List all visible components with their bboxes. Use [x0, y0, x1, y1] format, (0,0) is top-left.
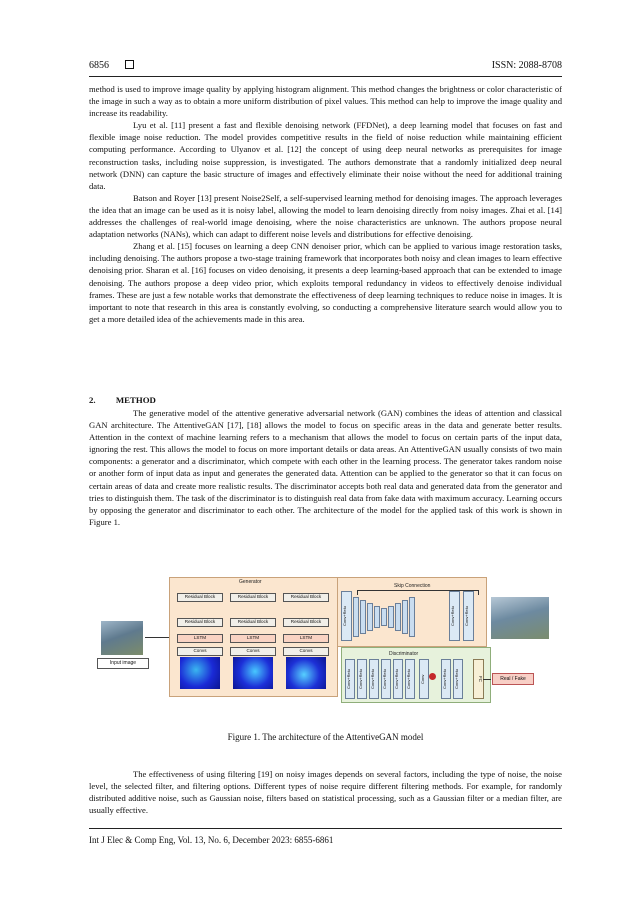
section-title: METHOD [115, 395, 156, 405]
residual-block: Residual Block [177, 593, 223, 602]
arrow [145, 637, 170, 638]
paragraph: Lyu et al. [11] present a fast and flexible denoising network (FFDNet), a deep learning model that focuses on fast and flexible image noise reduction. The model provides competitive results in the field of noise reduction while maintaining efficient computing performance. According to Ulyanov et al. [12] the concept of using deep neural networks as prerequisites for image reconstruction tasks, including noise suppression, is investigated. The authors demonstrate that a randomly initialized deep neural network (DNN) can capture the basic structure of images and effectively eliminate their noise without the need for additional training data. [89, 120, 562, 191]
residual-block: Residual Block [230, 593, 276, 602]
convs-block: Convs [177, 647, 223, 656]
discriminator-label: Discriminator [389, 651, 419, 657]
paragraph: method is used to improve image quality by applying histogram alignment. This method changes the brightness or color characteristic of the image in such a way as to obtain a more uniform distribution of pixel values. This method can help to improve the image quality and increase its readability. [89, 84, 562, 119]
footer-citation: Int J Elec & Comp Eng, Vol. 13, No. 6, December 2023: 6855-6861 [89, 835, 334, 845]
square-icon [125, 60, 134, 69]
residual-block: Residual Block [283, 593, 329, 602]
disc-conv-relu: Conv+Relu [357, 659, 367, 699]
encoder-layer [360, 600, 366, 634]
input-label: Input image [97, 658, 149, 669]
paragraph: The effectiveness of using filtering [19] on noisy images depends on several factors, including the type of noise, the noise level, the selected filter, and filtering options. Different types of noise require different filtering methods. For example, for randomly distributed additive noise, such as Gaussian noise, filters based on statistical processing, such as a Gaussian filter or a median filter, are usually effective. [89, 769, 562, 816]
filtering-text [89, 768, 562, 816]
architecture-figure [89, 575, 562, 715]
multiply-icon [429, 673, 436, 680]
decoder-layer [395, 603, 401, 631]
disc-conv-relu: Conv+Relu [453, 659, 463, 699]
header-rule [89, 76, 562, 77]
disc-conv-relu: Conv+Relu [441, 659, 451, 699]
page-number: 6856 [89, 60, 109, 71]
input-image [101, 621, 143, 655]
attention-map [180, 657, 220, 689]
section-number: 2. [89, 395, 96, 405]
issn: ISSN: 2088-8708 [491, 60, 562, 71]
residual-block: Residual Block [230, 618, 276, 627]
method-text [89, 407, 562, 528]
disc-conv-relu: Conv+Relu [345, 659, 355, 699]
decoder-layer [402, 600, 408, 634]
convs-block: Convs [230, 647, 276, 656]
conv-relu-layer: Conv+Relu [463, 591, 474, 641]
skip-connection-label: Skip Connection [394, 583, 431, 589]
lstm-block: LSTM [177, 634, 223, 643]
attention-map [233, 657, 273, 689]
disc-conv-relu: Conv+Relu [393, 659, 403, 699]
decoder-layer [388, 606, 394, 628]
bottleneck-layer [381, 608, 387, 626]
residual-block: Residual Block [283, 618, 329, 627]
intro-text [89, 83, 562, 325]
real-fake-output: Real / Fake [492, 673, 534, 685]
paragraph: Batson and Royer [13] present Noise2Self, a self-supervised learning method for denoising images. The approach leverages the idea that an image can be used as it is noisy label, allowing the model to learn denoising directly from noisy images. Zhai et al. [14] addresses the challenges of real-world image denoising, where the noise characteristics are unknown. The authors propose neural adaptation networks (NANs), which can adapt to different noise levels and distributions for effective denoising. [89, 192, 562, 240]
residual-block: Residual Block [177, 618, 223, 627]
lstm-block: LSTM [283, 634, 329, 643]
section-heading [89, 395, 156, 405]
disc-conv-relu: Conv+Relu [369, 659, 379, 699]
decoder-layer [409, 597, 415, 637]
footer-rule [89, 828, 562, 829]
disc-conv: Conv [419, 659, 429, 699]
paragraph: The generative model of the attentive generative adversarial network (GAN) combines the ideas of attention and classical GAN architecture. The AttentiveGAN [17], [18] allows the model to focus on specific areas in the data and generate better results. Attention in the context of machine learning refers to a mechanism that allows the model to focus on certain parts of the input data, ignoring the rest. This allows the model to focus on more important details or data areas. An AttentiveGAN usually consists of two main components: a generator and a discriminator, which compete with each other in the learning process. The generator takes random noise or another form of input data as input and generates the generated data. Attention can be applied to the generator so that it can focus on certain areas of data and create more realistic results. The discriminator accepts both real data and generated data from the generator and tries to distinguish them. The task of the discriminator is to distinguish real data from fake data with maximum accuracy. Learning occurs by opposing the generator and discriminator to each other. The architecture of the model for the applied task of this work is shown in Figure 1. [89, 408, 563, 527]
fc-layer: FC [473, 659, 484, 699]
attention-map [286, 657, 326, 689]
figure-caption: Figure 1. The architecture of the AttentiveGAN model [227, 732, 424, 742]
conv-relu-layer: Conv+Relu [341, 591, 352, 641]
output-image [491, 597, 549, 639]
disc-conv-relu: Conv+Relu [381, 659, 391, 699]
skip-connection-arrow [357, 590, 479, 595]
encoder-layer [367, 603, 373, 631]
lstm-block: LSTM [230, 634, 276, 643]
disc-conv-relu: Conv+Relu [405, 659, 415, 699]
encoder-layer [374, 606, 380, 628]
generator-label: Generator [239, 579, 262, 585]
arrow [483, 679, 491, 680]
paragraph: Zhang et al. [15] focuses on learning a deep CNN denoiser prior, which can be applied to various image restoration tasks, including denoising. The authors propose a two-stage training framework that incorporates both noisy and clean images to learn effective denoising prior. Sharan et al. [16] focuses on video denoising, it presents a deep learning-based approach that can be extended to image denoising. The authors propose a deep video prior, which exploits temporal redundancy in videos to effectively denoise individual frames. These are just a few notable works that demonstrate the effectiveness of deep learning techniques to reduce noise in images. It is important to note that research in this area is constantly evolving, so conducting a comprehensive literature search would allow you to get a more detailed idea of the achievements made in this area. [89, 241, 562, 324]
convs-block: Convs [283, 647, 329, 656]
conv-relu-layer: Conv+Relu [449, 591, 460, 641]
encoder-layer [353, 597, 359, 637]
